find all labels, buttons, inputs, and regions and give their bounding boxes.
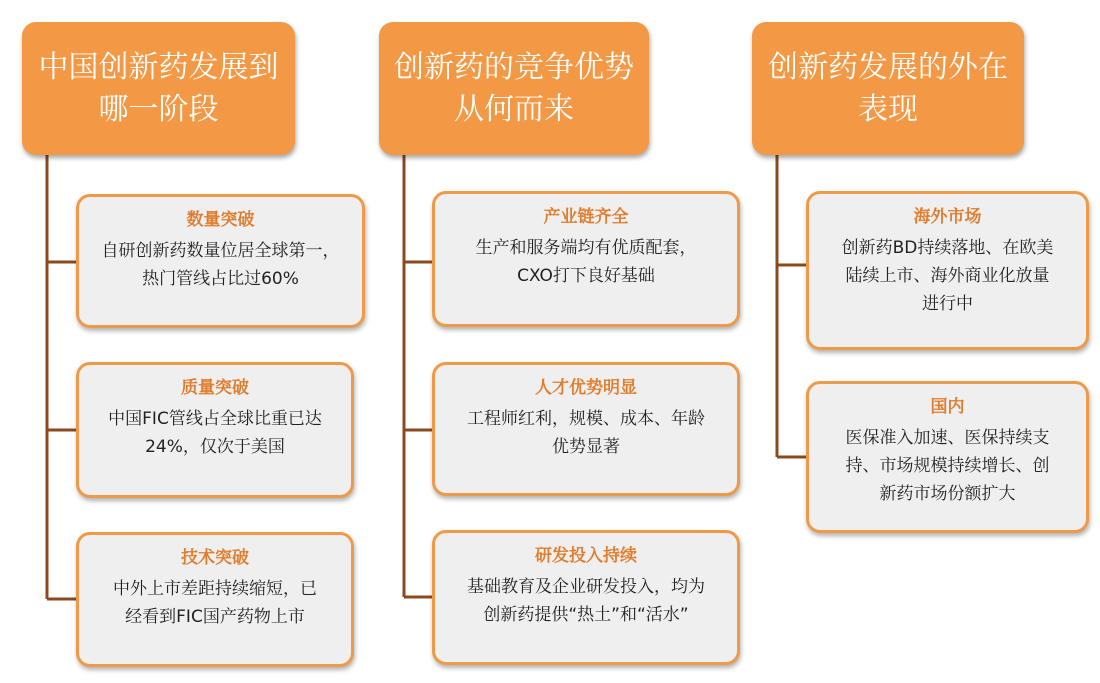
- card-quantity-breakthrough: [76, 194, 365, 328]
- card-body: 医保准入加速、医保持续支 持、市场规模持续增长、创 新药市场份额扩大: [845, 428, 1050, 504]
- card-title: 人才优势明显: [535, 378, 637, 398]
- card-body: 中外上市差距持续缩短，已 经看到FIC国产药物上市: [113, 579, 317, 627]
- column-1-header: 中国创新药发展到 哪一阶段: [22, 22, 295, 155]
- card-title: 产业链齐全: [543, 207, 629, 227]
- card-quality-breakthrough: [76, 362, 354, 498]
- card-title: 海外市场: [913, 207, 982, 227]
- card-talent-advantage: [432, 362, 740, 496]
- connector-col3: [777, 155, 806, 457]
- connector-col1: [47, 155, 76, 599]
- card-title: 质量突破: [181, 378, 249, 398]
- card-body: 中国FIC管线占全球比重已达 24%，仅次于美国: [108, 409, 322, 457]
- connector-col2: [404, 155, 432, 597]
- card-title: 技术突破: [181, 548, 249, 568]
- card-technology-breakthrough: [76, 532, 354, 667]
- column-2-header: 创新药的竞争优势 从何而来: [379, 22, 649, 155]
- card-body: 自研创新药数量位居全球第一， 热门管线占比过60%: [101, 241, 340, 289]
- card-title: 研发投入持续: [535, 546, 637, 566]
- card-body: 创新药BD持续落地、在欧美 陆续上市、海外商业化放量 进行中: [841, 238, 1054, 314]
- card-title: 数量突破: [186, 210, 255, 230]
- card-domestic: [806, 381, 1089, 533]
- card-body: 工程师红利，规模、成本、年龄 优势显著: [467, 409, 705, 457]
- card-body: 生产和服务端均有优质配套， CXO打下良好基础: [475, 238, 697, 286]
- card-overseas-market: [806, 191, 1089, 350]
- card-industry-chain: [432, 191, 740, 327]
- card-rd-investment: [432, 530, 740, 665]
- column-3-header: 创新药发展的外在 表现: [752, 22, 1024, 155]
- card-body: 基础教育及企业研发投入，均为 创新药提供“热土”和“活水”: [467, 577, 705, 625]
- card-title: 国内: [930, 397, 965, 417]
